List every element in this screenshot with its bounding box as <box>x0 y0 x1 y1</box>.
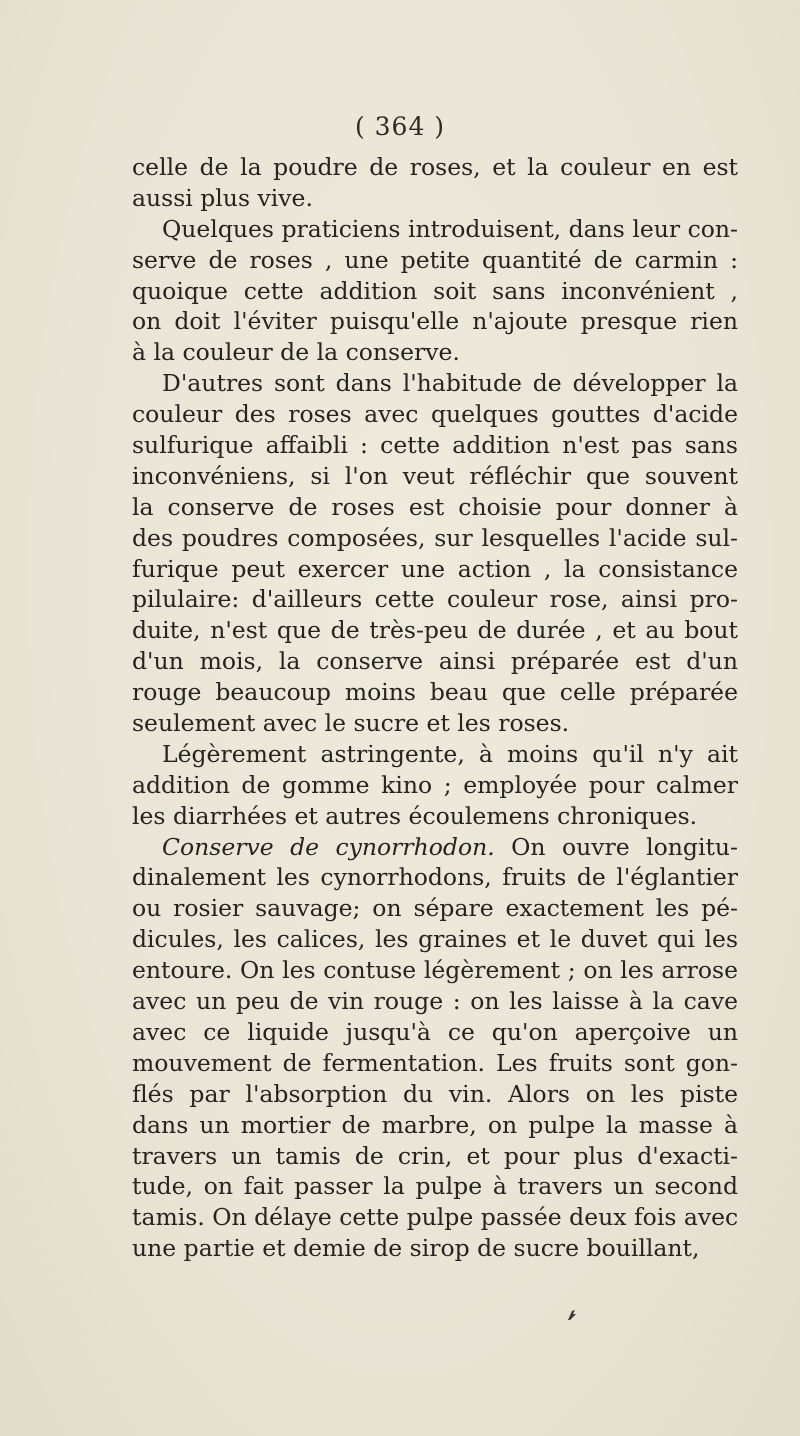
paragraph-first-line: D'autres sont dans l'habitude de développer la <box>162 369 738 398</box>
text-line: duite, n'est que de très-peu de durée , et au bout <box>132 616 738 645</box>
text-line: la conserve de roses est choisie pour donner à <box>132 492 738 521</box>
section-heading: Conserve de cynorrhodon. <box>162 832 495 861</box>
ink-speck <box>566 1308 578 1322</box>
text-line: travers un tamis de crin, et pour plus d'exacti- <box>132 1141 738 1170</box>
text-line: ou rosier sauvage; on sépare exactement les pé- <box>132 894 738 923</box>
paragraph-first-line: Légèrement astringente, à moins qu'il n'y ait <box>162 739 738 768</box>
text-line: des poudres composées, sur lesquelles l'acide sul- <box>132 523 738 552</box>
text-line: entoure. On les contuse légèrement ; on les arrose <box>132 956 738 985</box>
text-line: furique peut exercer une action , la consistance <box>132 554 738 583</box>
text-line: celle de la poudre de roses, et la couleur en est <box>132 153 738 181</box>
text-line: serve de roses , une petite quantité de carmin : <box>132 245 738 274</box>
text-line: rouge beaucoup moins beau que celle préparée <box>132 678 738 707</box>
heading-line-rest: On ouvre longitu- <box>511 832 738 861</box>
text-line: avec un peu de vin rouge : on les laisse à la cave <box>132 987 738 1016</box>
text-line: seulement avec le sucre et les roses. <box>132 709 570 738</box>
text-line: sulfurique affaibli : cette addition n'est pas sans <box>132 431 738 460</box>
text-line: tamis. On délaye cette pulpe passée deux fois avec <box>132 1203 738 1232</box>
text-line: flés par l'absorption du vin. Alors on les piste <box>132 1079 738 1108</box>
text-line: une partie et demie de sirop de sucre bouillant, <box>132 1234 700 1263</box>
page-number: ( 364 ) <box>354 112 446 141</box>
text-line: inconvéniens, si l'on veut réfléchir que souvent <box>132 461 738 490</box>
text-line: d'un mois, la conserve ainsi préparée est d'un <box>132 647 738 676</box>
text-line: mouvement de fermentation. Les fruits sont gon- <box>132 1048 738 1077</box>
paragraph-first-line <box>132 832 738 863</box>
text-line: à la couleur de la conserve. <box>132 338 460 367</box>
text-line: tude, on fait passer la pulpe à travers un second <box>132 1172 738 1201</box>
body-text <box>132 152 738 1264</box>
text-line: pilulaire: d'ailleurs cette couleur rose, ainsi pro- <box>132 585 738 614</box>
text-line: dans un mortier de marbre, on pulpe la masse à <box>132 1110 738 1139</box>
text-line: dicules, les calices, les graines et le duvet qui les <box>132 925 738 954</box>
text-line: addition de gomme kino ; employée pour calmer <box>132 770 738 799</box>
text-line: avec ce liquide jusqu'à ce qu'on aperçoive un <box>132 1017 738 1046</box>
text-line: couleur des roses avec quelques gouttes d'acide <box>132 400 738 429</box>
text-line: les diarrhées et autres écoulemens chroniques. <box>132 801 698 830</box>
text-line: on doit l'éviter puisqu'elle n'ajoute presque rien <box>132 307 738 336</box>
text-line: aussi plus vive. <box>132 183 313 212</box>
paragraph-first-line: Quelques praticiens introduisent, dans leur con- <box>162 214 738 243</box>
text-line: quoique cette addition soit sans inconvénient , <box>132 276 738 305</box>
text-line: dinalement les cynorrhodons, fruits de l'églantier <box>132 863 738 892</box>
